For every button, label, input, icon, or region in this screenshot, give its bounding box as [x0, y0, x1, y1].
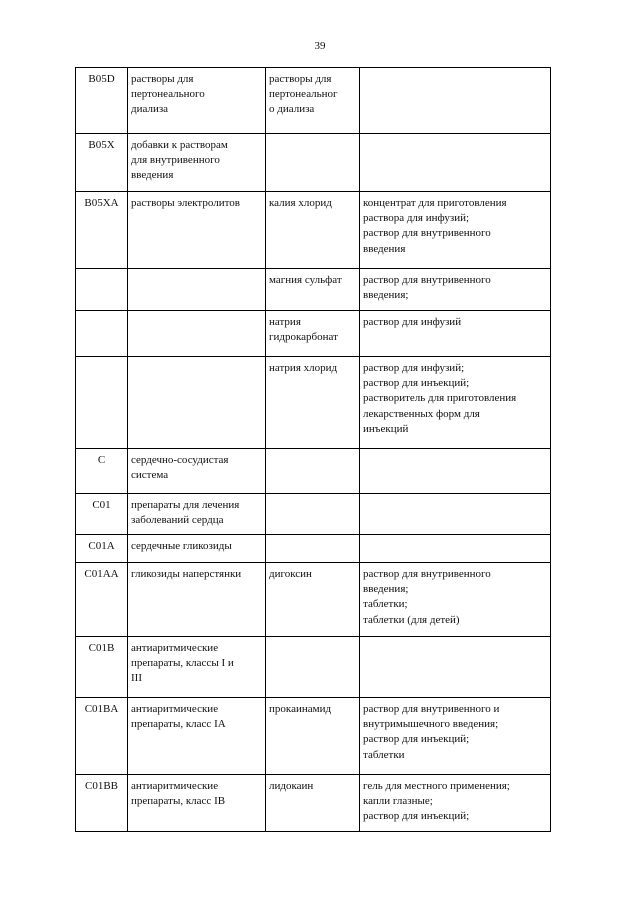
- code-cell: [76, 311, 128, 357]
- inn-cell: [266, 134, 360, 192]
- inn-line: гидрокарбонат: [269, 331, 338, 344]
- group-line: препараты, класс IB: [131, 795, 226, 808]
- group-cell: [128, 311, 266, 357]
- page-number: 39: [314, 40, 326, 52]
- group-line: пертонеального: [131, 88, 205, 101]
- form-cell: [360, 269, 551, 311]
- inn-line: магния сульфат: [269, 274, 342, 286]
- form-line: таблетки: [363, 748, 405, 761]
- inn-cell: [266, 563, 360, 637]
- table-row: [76, 68, 551, 134]
- inn-cell: [266, 311, 360, 357]
- inn-cell: [266, 269, 360, 311]
- form-line: раствор для внутривенного: [363, 274, 491, 286]
- form-cell: [360, 68, 551, 134]
- code-cell: [76, 357, 128, 449]
- group-line: III: [131, 672, 142, 685]
- code-cell: B05X: [76, 134, 128, 192]
- inn-line: калия хлорид: [269, 197, 332, 209]
- table-row: [76, 357, 551, 449]
- group-cell: [128, 563, 266, 637]
- form-line: капли глазные;: [363, 795, 433, 808]
- table-row: [76, 494, 551, 535]
- group-cell: [128, 775, 266, 832]
- code-cell: C01BB: [76, 775, 128, 832]
- table-body: [76, 68, 551, 832]
- form-line: гель для местного применения;: [363, 780, 510, 792]
- inn-line: пертонеальног: [269, 88, 338, 101]
- group-cell: [128, 535, 266, 563]
- group-line: антиаритмические: [131, 703, 219, 715]
- table-row: [76, 192, 551, 269]
- form-line: раствор для внутривенного: [363, 568, 491, 580]
- inn-line: растворы для: [269, 73, 332, 85]
- form-line: раствор для внутривенного: [363, 227, 491, 240]
- inn-cell: [266, 68, 360, 134]
- inn-cell: [266, 357, 360, 449]
- group-cell: [128, 357, 266, 449]
- table-row: [76, 269, 551, 311]
- inn-cell: [266, 775, 360, 832]
- inn-line: лидокаин: [269, 780, 314, 792]
- group-line: препараты для лечения: [131, 499, 240, 511]
- group-line: для внутривенного: [131, 154, 220, 167]
- form-line: растворитель для приготовления: [363, 392, 517, 405]
- form-cell: [360, 311, 551, 357]
- form-line: раствор для инфузий;: [363, 362, 465, 374]
- form-line: лекарственных форм для: [363, 407, 480, 420]
- group-line: диализа: [131, 103, 169, 116]
- code-cell: C01B: [76, 637, 128, 698]
- form-cell: [360, 449, 551, 494]
- form-line: раствор для инъекций;: [363, 810, 470, 823]
- form-cell: [360, 192, 551, 269]
- code-cell: B05D: [76, 68, 128, 134]
- inn-line: дигоксин: [269, 568, 312, 580]
- code-cell: C01AA: [76, 563, 128, 637]
- group-cell: [128, 134, 266, 192]
- group-line: растворы для: [131, 73, 194, 85]
- form-cell: [360, 637, 551, 698]
- form-line: концентрат для приготовления: [363, 197, 507, 209]
- inn-cell: [266, 637, 360, 698]
- form-line: раствор для инфузий: [363, 316, 462, 328]
- group-line: сердечно-сосудистая: [131, 454, 229, 466]
- form-line: таблетки;: [363, 598, 408, 611]
- form-cell: [360, 494, 551, 535]
- code-cell: C01: [76, 494, 128, 535]
- form-cell: [360, 775, 551, 832]
- code-cell: B05XA: [76, 192, 128, 269]
- group-cell: [128, 68, 266, 134]
- group-cell: [128, 192, 266, 269]
- form-line: инъекций: [363, 422, 409, 435]
- table-row: [76, 637, 551, 698]
- inn-line: натрия: [269, 316, 301, 328]
- group-line: введения: [131, 169, 174, 182]
- form-cell: [360, 563, 551, 637]
- inn-cell: [266, 192, 360, 269]
- group-line: добавки к растворам: [131, 139, 228, 151]
- inn-line: о диализа: [269, 103, 315, 116]
- form-line: раствор для инъекций;: [363, 377, 470, 390]
- table-row: [76, 535, 551, 563]
- form-line: таблетки (для детей): [363, 613, 460, 626]
- form-cell: [360, 134, 551, 192]
- inn-cell: [266, 449, 360, 494]
- form-line: раствора для инфузий;: [363, 212, 470, 225]
- group-line: антиаритмические: [131, 780, 219, 792]
- group-line: заболеваний сердца: [131, 514, 224, 527]
- group-line: растворы электролитов: [131, 197, 240, 209]
- code-cell: C01BA: [76, 698, 128, 775]
- inn-cell: [266, 698, 360, 775]
- form-cell: [360, 535, 551, 563]
- form-line: введения;: [363, 583, 409, 596]
- group-cell: [128, 269, 266, 311]
- table-row: [76, 311, 551, 357]
- table-row: [76, 698, 551, 775]
- code-cell: [76, 269, 128, 311]
- group-cell: [128, 698, 266, 775]
- group-line: система: [131, 469, 169, 482]
- form-line: раствор для внутривенного и: [363, 703, 500, 715]
- table-row: [76, 134, 551, 192]
- form-line: введения;: [363, 289, 409, 302]
- group-line: препараты, класс IA: [131, 718, 226, 731]
- drug-classification-table: [75, 67, 551, 832]
- table-row: [76, 563, 551, 637]
- form-cell: [360, 357, 551, 449]
- inn-cell: [266, 535, 360, 563]
- form-line: раствор для инъекций;: [363, 733, 470, 746]
- table-row: [76, 449, 551, 494]
- group-cell: [128, 637, 266, 698]
- group-cell: [128, 494, 266, 535]
- group-line: гликозиды наперстянки: [131, 568, 242, 580]
- code-cell: C01A: [76, 535, 128, 563]
- group-line: сердечные гликозиды: [131, 540, 232, 552]
- code-cell: C: [76, 449, 128, 494]
- inn-line: натрия хлорид: [269, 362, 338, 374]
- group-line: антиаритмические: [131, 642, 219, 654]
- group-cell: [128, 449, 266, 494]
- group-line: препараты, классы I и: [131, 657, 234, 670]
- inn-cell: [266, 494, 360, 535]
- table-row: [76, 775, 551, 832]
- form-cell: [360, 698, 551, 775]
- inn-line: прокаинамид: [269, 703, 332, 715]
- form-line: введения: [363, 242, 406, 255]
- form-line: внутримышечного введения;: [363, 718, 499, 731]
